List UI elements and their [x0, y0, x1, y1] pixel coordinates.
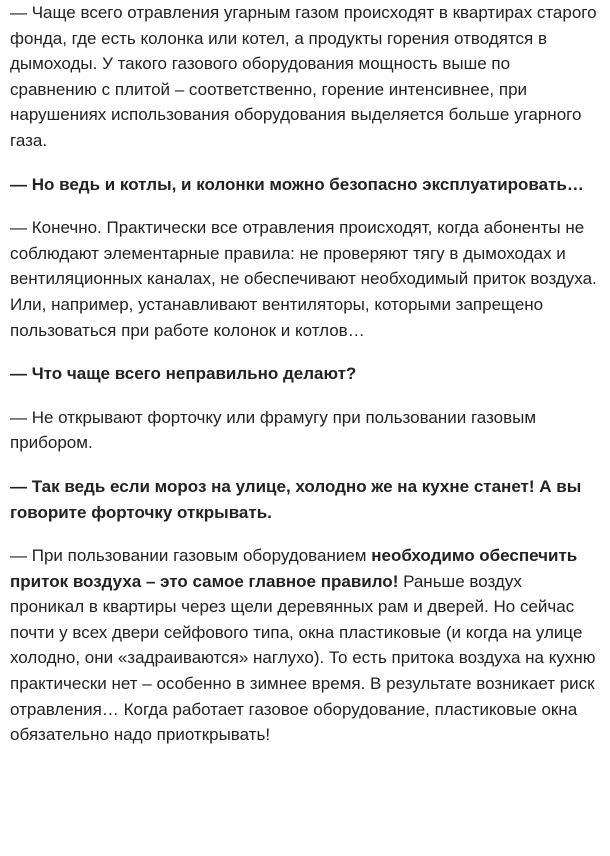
question-paragraph-1: — Но ведь и котлы, и колонки можно безопасно эксплуатировать… [10, 174, 584, 194]
article-body [10, 0, 600, 748]
answer-paragraph-4 [10, 543, 600, 748]
answer-paragraph-2: — Конечно. Практически все отравления происходят, когда абоненты не соблюдают элементарные правила: не проверяют тягу в дымоходах и вентиляционных каналах, не обеспечивают необходимый приток воздуха. Или, например, устанавливают вентиляторы, которыми запрещено пользоваться при работе колонок и котлов… [10, 218, 597, 340]
answer-4-key-rule: необходимо обеспечить приток воздуха – это самое главное правило! [10, 546, 578, 591]
answer-4-rest: Раньше воздух проникал в квартиры через щели деревянных рам и дверей. Но сейчас почти у всех двери сейфового типа, окна пластиковые (и когда на улице холодно, они «задраиваются» наглухо). То есть притока воздуха на кухню практически нет – особенно в зимнее время. В результате возникает риск отравления… Когда работает газовое оборудование, пластиковые окна обязательно надо приоткрывать! [10, 571, 596, 745]
question-paragraph-3: — Так ведь если мороз на улице, холодно же на кухне станет! А вы говорите форточку открывать. [10, 476, 582, 522]
answer-4-intro: — При пользовании газовым оборудованием [10, 546, 372, 566]
answer-paragraph-3: — Не открывают форточку или фрамугу при пользовании газовым прибором. [10, 407, 537, 453]
question-paragraph-2: — Что чаще всего неправильно делают? [10, 364, 357, 384]
answer-paragraph-1: — Чаще всего отравления угарным газом происходят в квартирах старого фонда, где есть колонка или котел, а продукты горения отводятся в дымоходы. У такого газового оборудования мощность выше по сравнению с плитой – соответственно, горение интенсивнее, при нарушениях использования оборудования выделяется больше угарного газа. [10, 3, 597, 150]
